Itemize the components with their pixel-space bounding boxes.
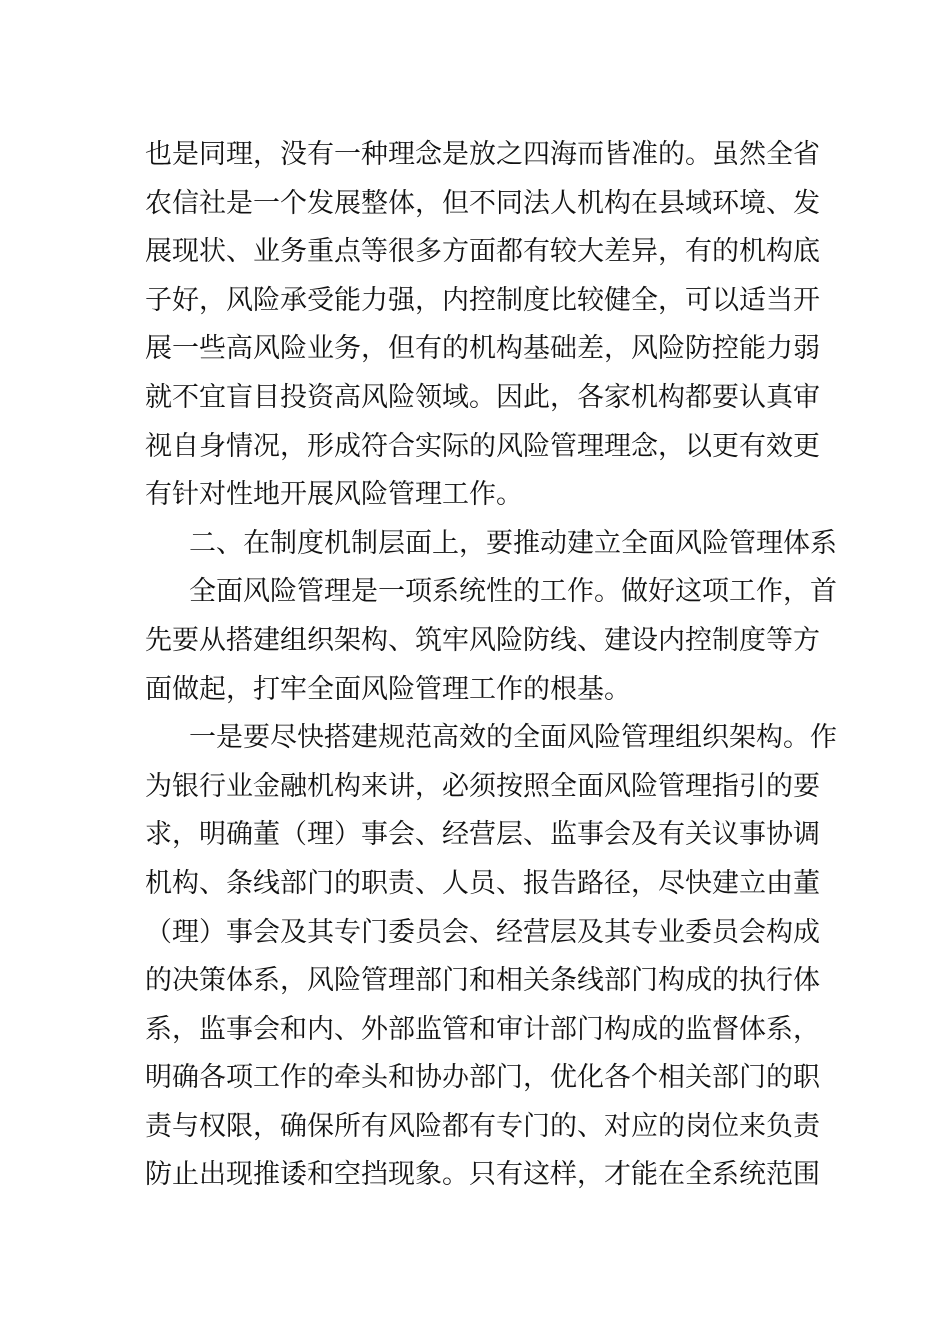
text-line-16: 机构、条线部门的职责、人员、报告路径，尽快建立由董	[145, 867, 820, 899]
text-line-4: 子好，风险承受能力强，内控制度比较健全，可以适当开	[145, 284, 820, 316]
text-line-10: 全面风险管理是一项系统性的工作。做好这项工作，首	[189, 576, 837, 608]
text-line-7: 视自身情况，形成符合实际的风险管理理念，以更有效更	[145, 430, 820, 462]
text-line-13: 一是要尽快搭建规范高效的全面风险管理组织架构。作	[189, 722, 837, 754]
text-line-21: 责与权限，确保所有风险都有专门的、对应的岗位来负责	[145, 1110, 820, 1142]
text-line-8: 有针对性地开展风险管理工作。	[145, 479, 523, 511]
text-line-1: 也是同理，没有一种理念是放之四海而皆准的。虽然全省	[145, 139, 820, 170]
body-text	[145, 131, 837, 1200]
text-line-12: 面做起，打牢全面风险管理工作的根基。	[145, 673, 631, 705]
text-line-19: 系，监事会和内、外部监管和审计部门构成的监督体系，	[145, 1013, 820, 1045]
text-line-5: 展一些高风险业务，但有的机构基础差，风险防控能力弱	[145, 333, 820, 365]
text-line-22: 防止出现推诿和空挡现象。只有这样，才能在全系统范围	[145, 1159, 820, 1191]
text-line-11: 先要从搭建组织架构、筑牢风险防线、建设内控制度等方	[145, 624, 820, 656]
text-line-14: 为银行业金融机构来讲，必须按照全面风险管理指引的要	[145, 770, 820, 802]
text-line-2: 农信社是一个发展整体，但不同法人机构在县域环境、发	[145, 187, 820, 219]
text-line-17: （理）事会及其专门委员会、经营层及其专业委员会构成	[145, 916, 820, 948]
text-line-3: 展现状、业务重点等很多方面都有较大差异，有的机构底	[145, 236, 820, 268]
section-heading: 二、在制度机制层面上，要推动建立全面风险管理体系	[189, 527, 837, 559]
text-line-20: 明确各项工作的牵头和协办部门，优化各个相关部门的职	[145, 1062, 820, 1094]
text-line-6: 就不宜盲目投资高风险领域。因此，各家机构都要认真审	[145, 381, 820, 413]
text-line-18: 的决策体系，风险管理部门和相关条线部门构成的执行体	[145, 965, 820, 997]
text-line-15: 求，明确董（理）事会、经营层、监事会及有关议事协调	[145, 819, 820, 851]
